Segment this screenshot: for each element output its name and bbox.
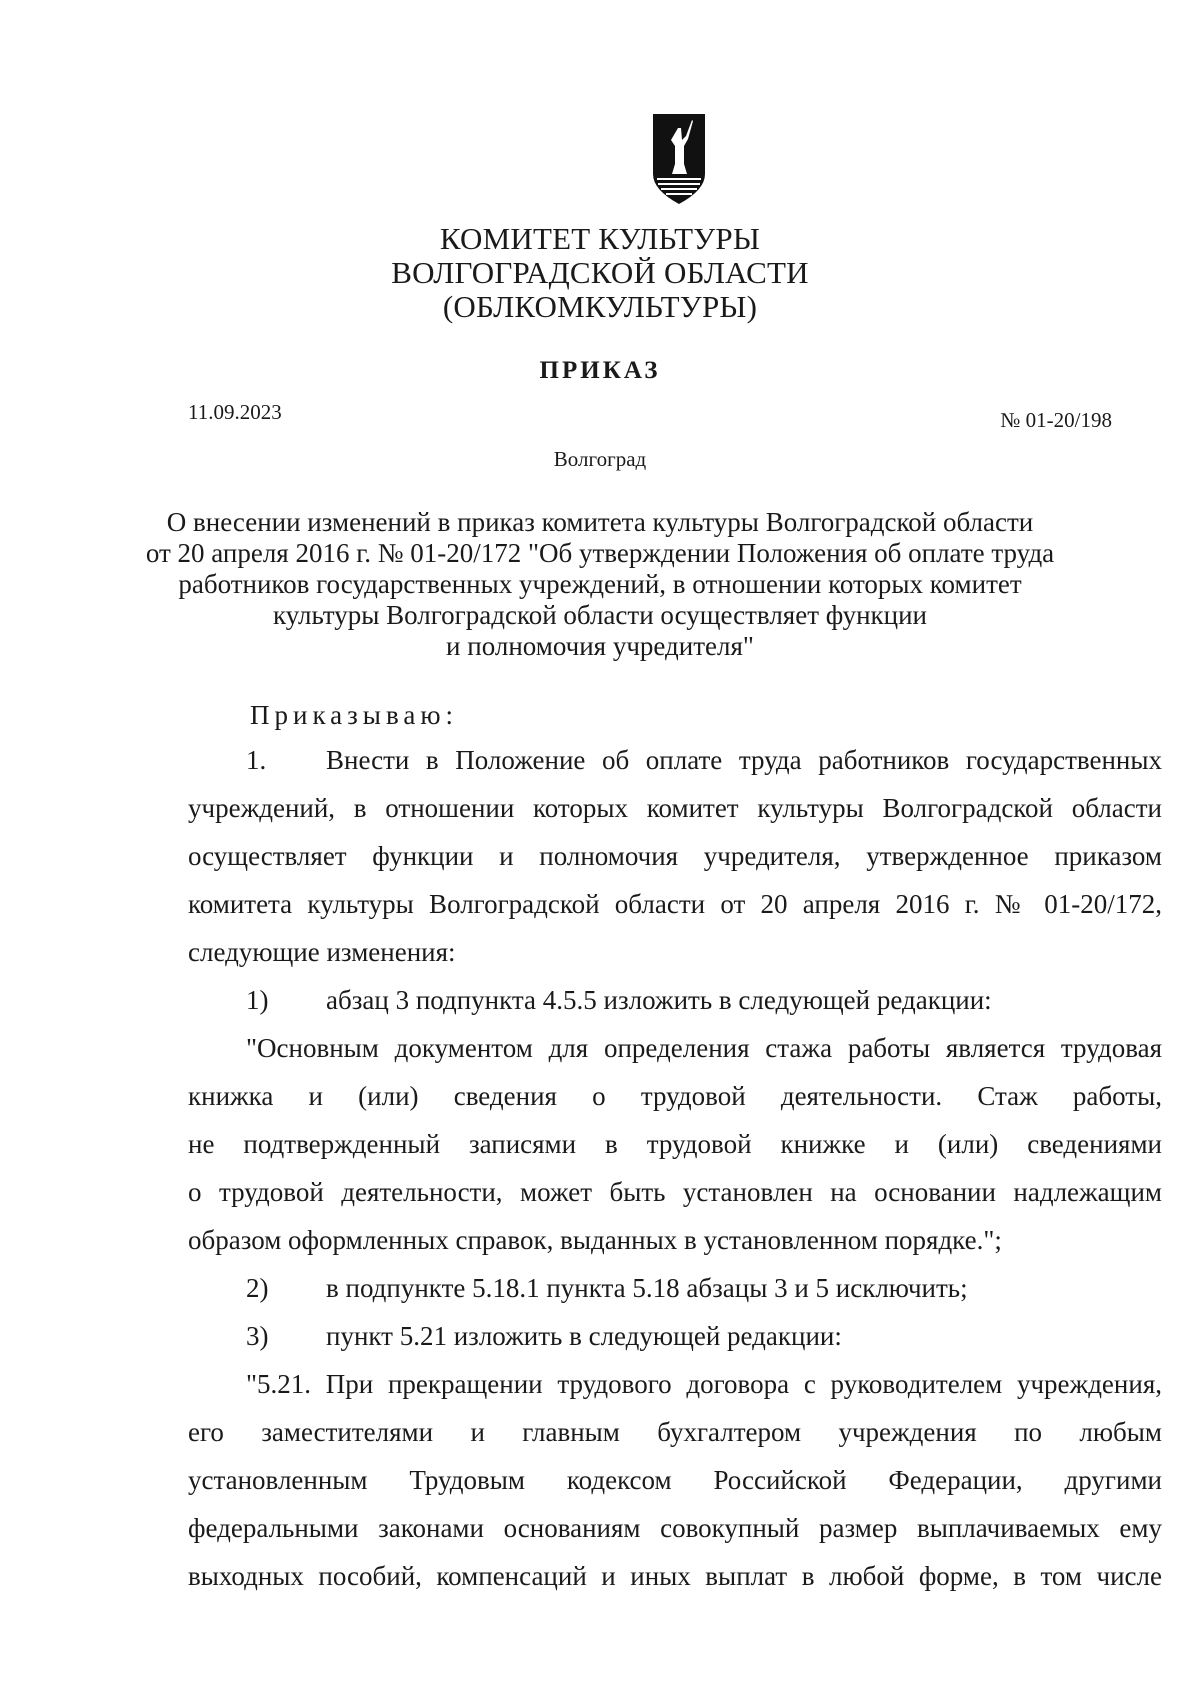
item-1-line: следующие изменения: <box>188 937 456 967</box>
subitem-3-number: 3) <box>246 1321 269 1351</box>
order-city: Волгоград <box>553 447 647 471</box>
item-1-line: комитета культуры Волгоградской области от 20 апреля 2016 г. № 01-20/172, <box>188 889 1162 919</box>
item-1-line: осуществляет функции и полномочия учредителя, утвержденное приказом <box>188 841 1162 871</box>
volgograd-coat-of-arms-icon <box>651 112 707 208</box>
subitem-2-text: в подпункте 5.18.1 пункта 5.18 абзацы 3 и 5 исключить; <box>326 1273 968 1303</box>
ordering-phrase: Приказываю: <box>250 700 458 730</box>
subject-line: культуры Волгоградской области осуществляет функции <box>273 600 927 630</box>
order-number: № 01-20/198 <box>1000 408 1112 432</box>
quote-2-line: федеральными законами основаниям совокупный размер выплачиваемых ему <box>188 1513 1162 1543</box>
document-type-title: ПРИКАЗ <box>539 357 661 384</box>
subitem-3-text: пункт 5.21 изложить в следующей редакции: <box>326 1321 842 1351</box>
subject-line: работников государственных учреждений, в отношении которых комитет <box>178 569 1022 599</box>
org-line-2: ВОЛГОГРАДСКОЙ ОБЛАСТИ <box>391 255 809 290</box>
subject-line: и полномочия учредителя" <box>446 631 754 661</box>
quote-1-line: книжка и (или) сведения о трудовой деятельности. Стаж работы, <box>188 1081 1162 1111</box>
subitem-1-number: 1) <box>246 985 269 1015</box>
quote-2-line: выходных пособий, компенсаций и иных выплат в любой форме, в том числе <box>188 1561 1162 1591</box>
quote-2-line: установленным Трудовым кодексом Российской Федерации, другими <box>188 1465 1162 1495</box>
subject-line: О внесении изменений в приказ комитета культуры Волгоградской области <box>166 507 1034 537</box>
quote-1-line: не подтвержденный записями в трудовой книжке и (или) сведениями <box>188 1129 1162 1159</box>
item-1-line: Внести в Положение об оплате труда работников государственных <box>326 745 1162 775</box>
item-1-number: 1. <box>246 745 267 775</box>
organization-name <box>0 222 1200 324</box>
quote-2-line: его заместителями и главным бухгалтером учреждения по любым <box>188 1417 1162 1447</box>
subitem-1-text: абзац 3 подпункта 4.5.5 изложить в следующей редакции: <box>326 985 992 1015</box>
quote-1-line: о трудовой деятельности, может быть установлен на основании надлежащим <box>188 1177 1162 1207</box>
quote-2-line: "5.21. При прекращении трудового договора с руководителем учреждения, <box>246 1369 1162 1399</box>
org-line-1: КОМИТЕТ КУЛЬТУРЫ <box>439 221 761 256</box>
subject-line: от 20 апреля 2016 г. № 01-20/172 "Об утверждении Положения об оплате труда <box>145 538 1055 568</box>
quote-1-line: образом оформленных справок, выданных в установленном порядке."; <box>188 1225 1002 1255</box>
subitem-2-number: 2) <box>246 1273 269 1303</box>
quote-1-line: "Основным документом для определения стажа работы является трудовая <box>246 1033 1162 1063</box>
item-1-line: учреждений, в отношении которых комитет культуры Волгоградской области <box>188 793 1162 823</box>
order-subject <box>100 507 1100 662</box>
org-line-3: (ОБЛКОМКУЛЬТУРЫ) <box>442 289 758 324</box>
order-date: 11.09.2023 <box>188 400 282 424</box>
